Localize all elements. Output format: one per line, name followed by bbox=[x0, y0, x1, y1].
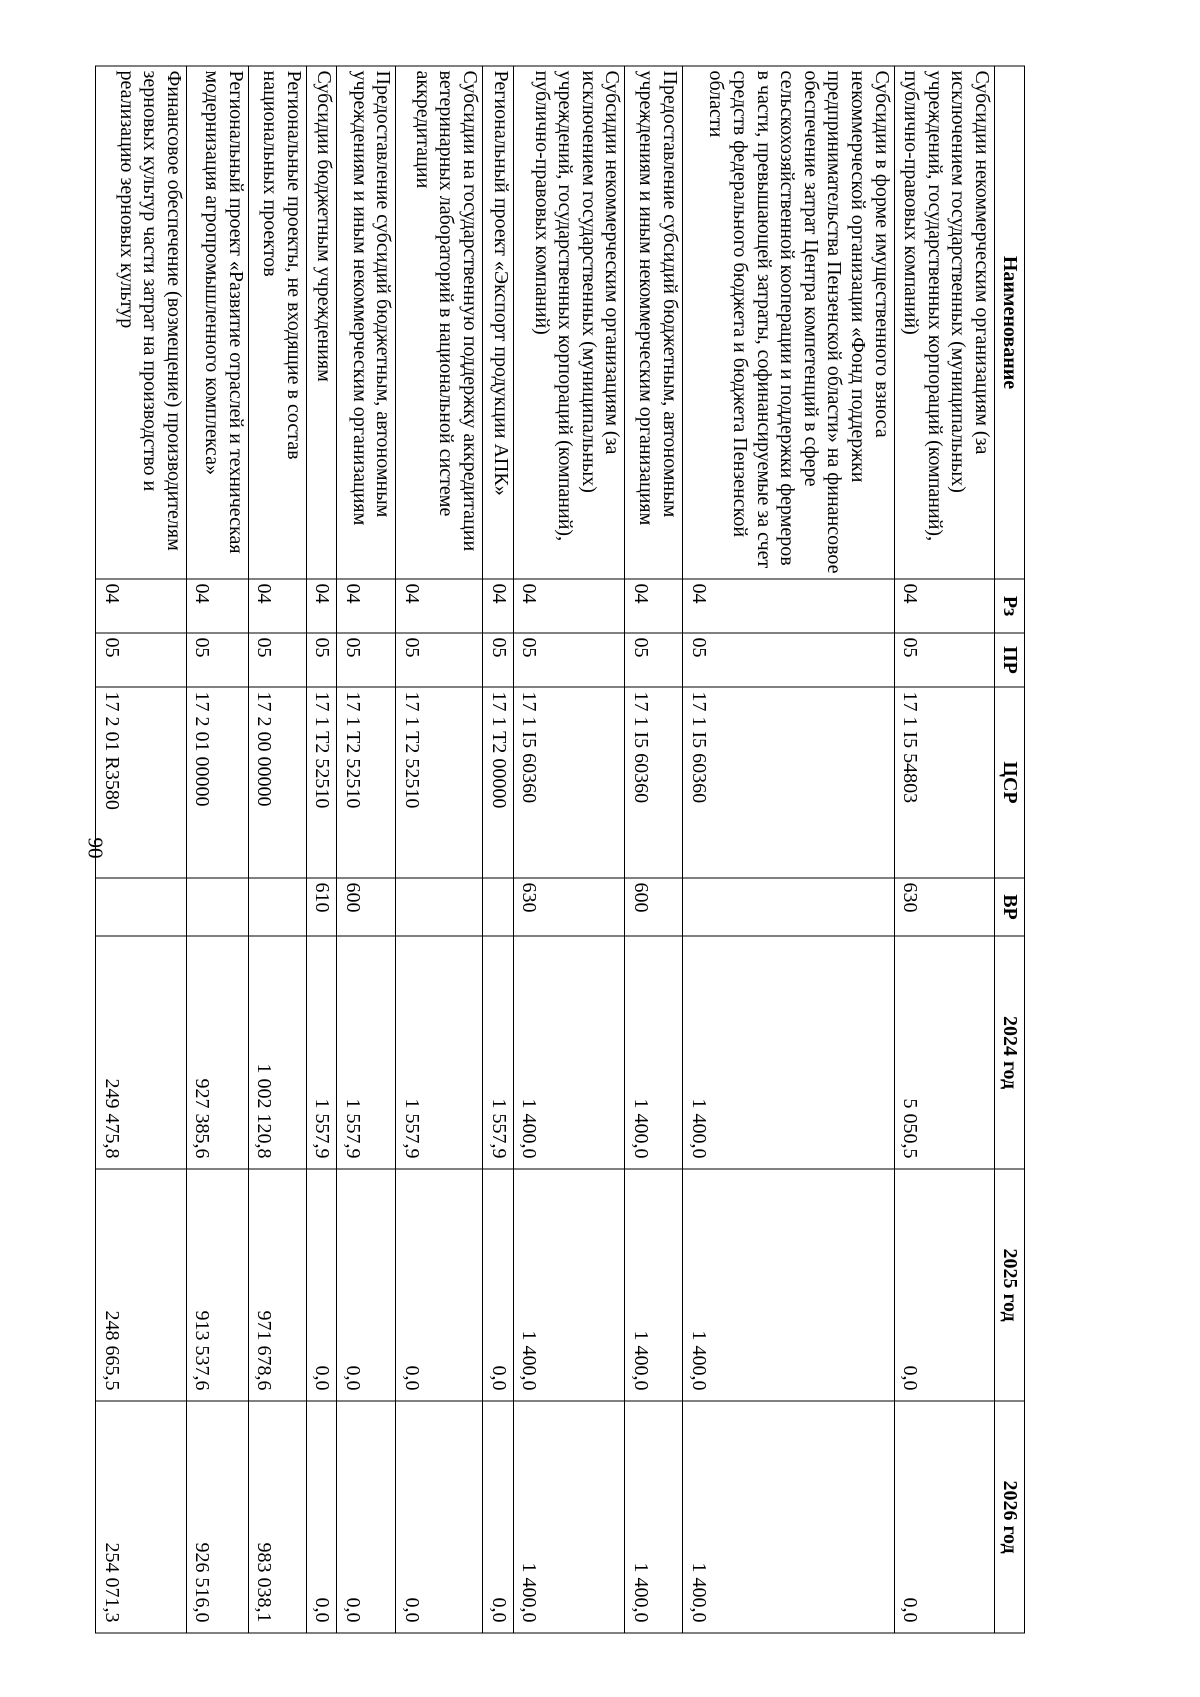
cell-rz: 04 bbox=[683, 579, 894, 633]
table-header-row bbox=[995, 66, 1025, 1633]
cell-csr: 17 2 00 00000 bbox=[248, 687, 306, 878]
cell-vr: 630 bbox=[513, 878, 624, 936]
cell-2024: 1 400,0 bbox=[513, 936, 624, 1169]
cell-name: Региональный проект «Экспорт продукции АПК» bbox=[482, 66, 513, 579]
cell-2025: 0,0 bbox=[396, 1169, 483, 1401]
table-row bbox=[306, 66, 337, 1633]
cell-pr: 05 bbox=[306, 633, 337, 687]
cell-name: Региональные проекты, не входящие в состав национальных проектов bbox=[248, 66, 306, 579]
cell-pr: 05 bbox=[894, 633, 994, 687]
cell-rz: 04 bbox=[894, 579, 994, 633]
cell-csr: 17 1 I5 54803 bbox=[894, 687, 994, 878]
table-row bbox=[683, 66, 894, 1633]
header-2026: 2026 год bbox=[995, 1401, 1025, 1633]
cell-pr: 05 bbox=[482, 633, 513, 687]
cell-2024: 927 385,6 bbox=[186, 936, 248, 1169]
cell-rz: 04 bbox=[513, 579, 624, 633]
header-2025: 2025 год bbox=[995, 1169, 1025, 1401]
cell-csr: 17 1 T2 00000 bbox=[482, 687, 513, 878]
cell-name: Субсидии в форме имущественного взноса некоммерческой организации «Фонд поддержки предпринимательства Пензенской области» на финансовое обеспечение затрат Центра компетенций в сфере сельскохозяйственной кооперации и поддержки фермеров в части, превышающей затраты, софинансируемые за счет средств федерального бюджета и бюджета Пензенской области bbox=[683, 66, 894, 579]
cell-2025: 971 678,6 bbox=[248, 1169, 306, 1401]
cell-csr: 17 1 T2 52510 bbox=[306, 687, 337, 878]
cell-2025: 913 537,6 bbox=[186, 1169, 248, 1401]
table-row bbox=[482, 66, 513, 1633]
table-row bbox=[96, 66, 187, 1633]
table-row bbox=[337, 66, 396, 1633]
cell-rz: 04 bbox=[337, 579, 396, 633]
cell-2026: 0,0 bbox=[306, 1401, 337, 1633]
cell-2025: 1 400,0 bbox=[513, 1169, 624, 1401]
cell-2025: 1 400,0 bbox=[625, 1169, 683, 1401]
cell-2026: 0,0 bbox=[396, 1401, 483, 1633]
cell-name: Субсидии некоммерческим организациям (за исключением государственных (муниципальных) учреждений, государственных корпораций (компаний), публично-правовых компаний) bbox=[513, 66, 624, 579]
cell-2026: 926 516,0 bbox=[186, 1401, 248, 1633]
cell-vr: 600 bbox=[337, 878, 396, 936]
cell-pr: 05 bbox=[683, 633, 894, 687]
cell-2025: 0,0 bbox=[337, 1169, 396, 1401]
cell-vr bbox=[186, 878, 248, 936]
cell-pr: 05 bbox=[186, 633, 248, 687]
cell-2026: 0,0 bbox=[894, 1401, 994, 1633]
cell-pr: 05 bbox=[513, 633, 624, 687]
cell-vr: 610 bbox=[306, 878, 337, 936]
cell-csr: 17 1 T2 52510 bbox=[337, 687, 396, 878]
cell-csr: 17 1 I5 60360 bbox=[625, 687, 683, 878]
cell-pr: 05 bbox=[248, 633, 306, 687]
cell-rz: 04 bbox=[186, 579, 248, 633]
cell-rz: 04 bbox=[306, 579, 337, 633]
cell-pr: 05 bbox=[625, 633, 683, 687]
cell-pr: 05 bbox=[337, 633, 396, 687]
cell-2026: 254 071,3 bbox=[96, 1401, 187, 1633]
cell-rz: 04 bbox=[96, 579, 187, 633]
cell-2024: 1 557,9 bbox=[337, 936, 396, 1169]
cell-vr bbox=[396, 878, 483, 936]
cell-rz: 04 bbox=[482, 579, 513, 633]
cell-2024: 1 002 120,8 bbox=[248, 936, 306, 1169]
budget-table bbox=[95, 66, 1025, 1634]
cell-rz: 04 bbox=[248, 579, 306, 633]
cell-2024: 1 557,9 bbox=[306, 936, 337, 1169]
cell-csr: 17 2 01 00000 bbox=[186, 687, 248, 878]
cell-vr: 600 bbox=[625, 878, 683, 936]
cell-vr bbox=[482, 878, 513, 936]
header-csr: ЦСР bbox=[995, 687, 1025, 878]
table-row bbox=[396, 66, 483, 1633]
cell-name: Субсидии на государственную поддержку аккредитации ветеринарных лабораторий в национальной системе аккредитации bbox=[396, 66, 483, 579]
cell-2026: 1 400,0 bbox=[625, 1401, 683, 1633]
cell-vr bbox=[248, 878, 306, 936]
cell-name: Предоставление субсидий бюджетным, автономным учреждениям и иным некоммерческим организациям bbox=[625, 66, 683, 579]
cell-2024: 1 400,0 bbox=[625, 936, 683, 1169]
cell-2026: 1 400,0 bbox=[683, 1401, 894, 1633]
cell-rz: 04 bbox=[396, 579, 483, 633]
cell-pr: 05 bbox=[96, 633, 187, 687]
header-2024: 2024 год bbox=[995, 936, 1025, 1169]
cell-2024: 1 557,9 bbox=[396, 936, 483, 1169]
cell-2025: 248 665,5 bbox=[96, 1169, 187, 1401]
cell-2024: 1 557,9 bbox=[482, 936, 513, 1169]
cell-2024: 5 050,5 bbox=[894, 936, 994, 1169]
cell-name: Региональный проект «Развитие отраслей и техническая модернизация агропромышленного комплекса» bbox=[186, 66, 248, 579]
cell-vr: 630 bbox=[894, 878, 994, 936]
cell-name: Субсидии некоммерческим организациям (за исключением государственных (муниципальных) учреждений, государственных корпораций (компаний), публично-правовых компаний) bbox=[894, 66, 994, 579]
cell-2026: 983 038,1 bbox=[248, 1401, 306, 1633]
cell-vr bbox=[683, 878, 894, 936]
cell-2024: 249 475,8 bbox=[96, 936, 187, 1169]
table-row bbox=[248, 66, 306, 1633]
cell-vr bbox=[96, 878, 187, 936]
cell-2026: 1 400,0 bbox=[513, 1401, 624, 1633]
table-row bbox=[625, 66, 683, 1633]
table-row bbox=[513, 66, 624, 1633]
table-row bbox=[894, 66, 994, 1633]
cell-rz: 04 bbox=[625, 579, 683, 633]
cell-2026: 0,0 bbox=[482, 1401, 513, 1633]
header-name: Наименование bbox=[995, 66, 1025, 579]
cell-2025: 1 400,0 bbox=[683, 1169, 894, 1401]
cell-2026: 0,0 bbox=[337, 1401, 396, 1633]
rotated-page-content bbox=[95, 66, 1025, 1633]
cell-csr: 17 2 01 R3580 bbox=[96, 687, 187, 878]
table-row bbox=[186, 66, 248, 1633]
cell-csr: 17 1 I5 60360 bbox=[683, 687, 894, 878]
cell-2024: 1 400,0 bbox=[683, 936, 894, 1169]
cell-name: Финансовое обеспечение (возмещение) производителям зерновых культур части затрат на производство и реализацию зерновых культур bbox=[96, 66, 187, 579]
header-pr: ПР bbox=[995, 633, 1025, 687]
cell-name: Предоставление субсидий бюджетным, автономным учреждениям и иным некоммерческим организациям bbox=[337, 66, 396, 579]
cell-csr: 17 1 I5 60360 bbox=[513, 687, 624, 878]
header-rz: Рз bbox=[995, 579, 1025, 633]
page-number: 90 bbox=[83, 837, 108, 859]
header-vr: ВР bbox=[995, 878, 1025, 936]
cell-2025: 0,0 bbox=[306, 1169, 337, 1401]
cell-name: Субсидии бюджетным учреждениям bbox=[306, 66, 337, 579]
cell-2025: 0,0 bbox=[482, 1169, 513, 1401]
cell-2025: 0,0 bbox=[894, 1169, 994, 1401]
cell-csr: 17 1 T2 52510 bbox=[396, 687, 483, 878]
cell-pr: 05 bbox=[396, 633, 483, 687]
